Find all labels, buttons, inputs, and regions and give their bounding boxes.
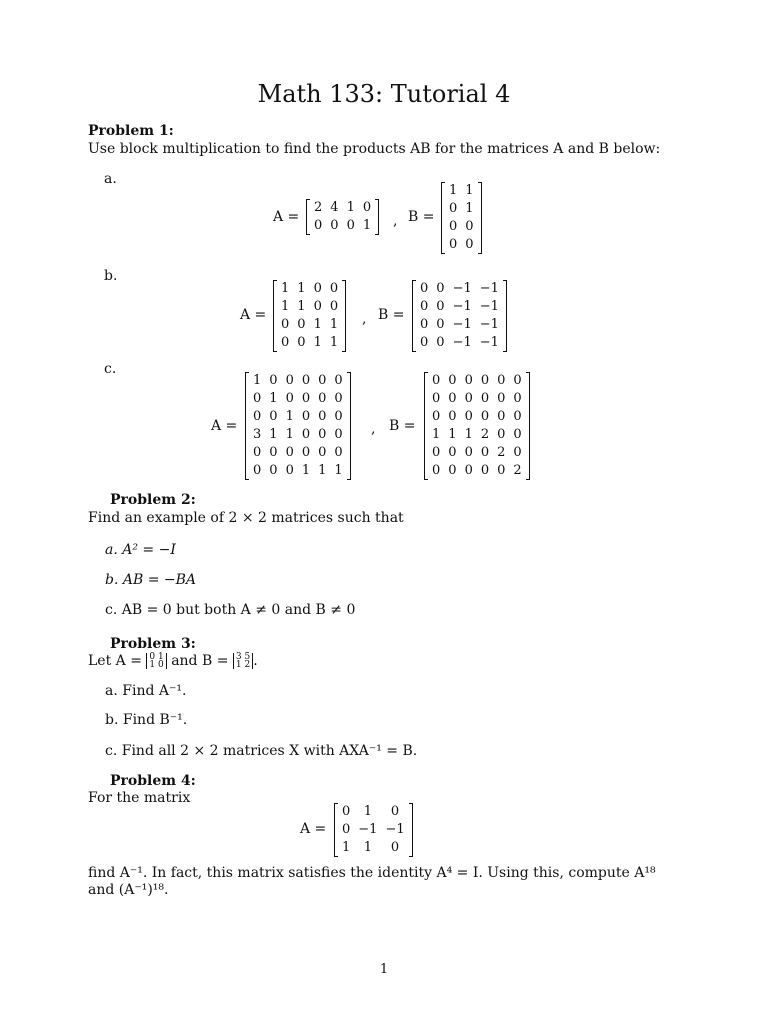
matrix-entry: 0 bbox=[480, 409, 490, 424]
problem-3a: a. Find A⁻¹. bbox=[105, 683, 187, 699]
problem-3-intro bbox=[88, 653, 258, 669]
matrix-entry: 0 bbox=[269, 373, 278, 388]
matrix-entry: −1 bbox=[452, 281, 472, 296]
p1b-A-eq: A = bbox=[240, 307, 267, 323]
matrix-entry: 4 bbox=[330, 200, 339, 215]
problem-1-heading: Problem 1: bbox=[88, 123, 174, 139]
p1c-B-eq: B = bbox=[389, 418, 416, 434]
matrix-entry: 0 bbox=[513, 445, 522, 460]
matrix-entry: 0 bbox=[464, 445, 473, 460]
problem-1a-label: a. bbox=[104, 171, 117, 187]
problem-2-intro: Find an example of 2 × 2 matrices such that bbox=[88, 510, 404, 526]
matrix-entry: 0 bbox=[301, 391, 311, 406]
matrix-entry: 0 bbox=[342, 822, 351, 837]
page-number: 1 bbox=[379, 962, 389, 977]
matrix-entry: 0 bbox=[432, 463, 441, 478]
p1a-B-eq: B = bbox=[408, 209, 435, 225]
problem-4-line1: find A⁻¹. In fact, this matrix satisfies the identity A⁴ = I. Using this, compute A¹⁸ bbox=[88, 865, 656, 881]
matrix-entry: 0 bbox=[497, 391, 506, 406]
matrix-entry: −1 bbox=[452, 335, 472, 350]
matrix-grid bbox=[428, 372, 526, 480]
problem-2c: c. AB = 0 but both A ≠ 0 and B ≠ 0 bbox=[105, 602, 356, 618]
matrix-entry: −1 bbox=[479, 299, 499, 314]
matrix-entry: 1 bbox=[318, 463, 327, 478]
matrix-p3-B-small bbox=[233, 653, 253, 669]
matrix-entry: 1 bbox=[464, 427, 473, 442]
matrix-entry: 1 bbox=[432, 427, 441, 442]
p1c-A-eq: A = bbox=[211, 418, 238, 434]
matrix-entry: 0 bbox=[432, 391, 441, 406]
matrix-entry: 1 bbox=[269, 427, 278, 442]
matrix-entry: 0 bbox=[449, 237, 458, 252]
matrix-entry: 0 bbox=[329, 299, 339, 314]
p1b-B-eq: B = bbox=[378, 307, 405, 323]
matrix-grid bbox=[277, 280, 342, 352]
problem-2-heading: Problem 2: bbox=[110, 492, 196, 508]
matrix-entry: 1 bbox=[334, 463, 343, 478]
matrix-p1c-A bbox=[245, 372, 351, 480]
matrix-grid bbox=[416, 280, 503, 352]
small-matrix-row: 3 5 bbox=[235, 652, 251, 662]
matrix-entry: 0 bbox=[513, 409, 522, 424]
problem-3-heading: Problem 3: bbox=[110, 636, 196, 652]
matrix-entry: 0 bbox=[253, 409, 262, 424]
matrix-entry: 0 bbox=[420, 335, 429, 350]
matrix-entry: 0 bbox=[432, 445, 441, 460]
matrix-entry: 0 bbox=[436, 299, 445, 314]
matrix-p4-A bbox=[334, 803, 413, 857]
small-matrix-row: 0 1 bbox=[149, 652, 164, 662]
matrix-entry: 0 bbox=[449, 201, 458, 216]
matrix-entry: 0 bbox=[342, 804, 351, 819]
and-b-text: and B = bbox=[171, 653, 229, 669]
matrix-entry: 0 bbox=[465, 237, 474, 252]
matrix-entry: 0 bbox=[436, 281, 445, 296]
matrix-entry: 0 bbox=[301, 445, 311, 460]
matrix-entry: 0 bbox=[334, 427, 343, 442]
problem-1b-label: b. bbox=[104, 268, 118, 284]
matrix-entry: 1 bbox=[297, 281, 306, 296]
matrix-entry: 1 bbox=[269, 391, 278, 406]
matrix-entry: 2 bbox=[513, 463, 522, 478]
matrix-entry: −1 bbox=[385, 822, 405, 837]
matrix-entry: 0 bbox=[318, 445, 327, 460]
matrix-entry: 1 bbox=[448, 427, 457, 442]
matrix-entry: 0 bbox=[334, 391, 343, 406]
matrix-entry: 0 bbox=[448, 463, 457, 478]
comma: , bbox=[393, 213, 398, 229]
matrix-entry: 1 bbox=[285, 409, 294, 424]
matrix-entry: 0 bbox=[449, 219, 458, 234]
problem-1c-label: c. bbox=[104, 361, 117, 377]
matrix-entry: −1 bbox=[479, 317, 499, 332]
matrix-entry: 0 bbox=[334, 445, 343, 460]
matrix-entry: 1 bbox=[285, 427, 294, 442]
matrix-entry: 0 bbox=[497, 463, 506, 478]
matrix-entry: 0 bbox=[513, 391, 522, 406]
matrix-entry: 2 bbox=[314, 200, 323, 215]
matrix-entry: 0 bbox=[390, 840, 400, 855]
matrix-entry: −1 bbox=[479, 335, 499, 350]
matrix-entry: 0 bbox=[464, 391, 473, 406]
matrix-entry: 0 bbox=[301, 373, 311, 388]
matrix-entry: 0 bbox=[497, 409, 506, 424]
matrix-entry: 0 bbox=[436, 317, 445, 332]
matrix-entry: −1 bbox=[452, 317, 472, 332]
matrix-grid bbox=[445, 182, 478, 254]
let-a-text: Let A = bbox=[88, 653, 142, 669]
matrix-entry: 0 bbox=[513, 373, 522, 388]
matrix-p1b-B bbox=[412, 280, 507, 352]
matrix-entry: 0 bbox=[281, 317, 290, 332]
matrix-p3-A-small bbox=[146, 653, 166, 669]
matrix-entry: 0 bbox=[253, 391, 262, 406]
period: . bbox=[253, 653, 258, 669]
matrix-entry: 0 bbox=[432, 373, 441, 388]
matrix-entry: 0 bbox=[318, 427, 327, 442]
matrix-entry: −1 bbox=[358, 822, 378, 837]
matrix-entry: 0 bbox=[497, 373, 506, 388]
matrix-entry: 0 bbox=[269, 445, 278, 460]
matrix-entry: 0 bbox=[301, 409, 311, 424]
matrix-entry: 0 bbox=[497, 427, 506, 442]
matrix-entry: 1 bbox=[465, 183, 474, 198]
matrix-entry: −1 bbox=[479, 281, 499, 296]
matrix-entry: 0 bbox=[297, 335, 306, 350]
matrix-entry: 0 bbox=[285, 445, 294, 460]
matrix-entry: 0 bbox=[480, 391, 490, 406]
problem-4-heading: Problem 4: bbox=[110, 773, 196, 789]
matrix-entry: 0 bbox=[448, 373, 457, 388]
matrix-entry: 1 bbox=[281, 281, 290, 296]
matrix-p1c-B bbox=[424, 372, 530, 480]
matrix-entry: 0 bbox=[465, 219, 474, 234]
matrix-entry: 0 bbox=[329, 281, 339, 296]
matrix-entry: 0 bbox=[318, 409, 327, 424]
matrix-entry: 0 bbox=[390, 804, 400, 819]
matrix-entry: 0 bbox=[464, 373, 473, 388]
matrix-entry: 0 bbox=[314, 218, 323, 233]
matrix-entry: 1 bbox=[301, 463, 311, 478]
p4-A-eq: A = bbox=[300, 821, 327, 837]
matrix-entry: 0 bbox=[420, 299, 429, 314]
matrix-grid bbox=[249, 372, 347, 480]
matrix-entry: 0 bbox=[334, 409, 343, 424]
matrix-p1a-A bbox=[306, 199, 379, 235]
problem-2b: b. AB = −BA bbox=[105, 572, 197, 588]
matrix-entry: 0 bbox=[513, 427, 522, 442]
matrix-entry: 0 bbox=[281, 335, 290, 350]
matrix-entry: 1 bbox=[297, 299, 306, 314]
page-title: Math 133: Tutorial 4 bbox=[257, 80, 511, 108]
matrix-entry: 0 bbox=[313, 299, 322, 314]
matrix-entry: 0 bbox=[301, 427, 311, 442]
matrix-entry: 0 bbox=[432, 409, 441, 424]
matrix-entry: 0 bbox=[464, 463, 473, 478]
matrix-entry: 0 bbox=[334, 373, 343, 388]
matrix-entry: 0 bbox=[448, 391, 457, 406]
matrix-entry: 0 bbox=[436, 335, 445, 350]
matrix-entry: 0 bbox=[285, 391, 294, 406]
matrix-entry: 1 bbox=[346, 200, 355, 215]
matrix-entry: 1 bbox=[313, 317, 322, 332]
matrix-entry: 1 bbox=[329, 317, 339, 332]
matrix-entry: 1 bbox=[363, 804, 372, 819]
matrix-p1a-B bbox=[441, 182, 482, 254]
problem-1-intro: Use block multiplication to find the products AB for the matrices A and B below: bbox=[88, 141, 661, 157]
matrix-entry: 0 bbox=[318, 391, 327, 406]
problem-4-line2: and (A⁻¹)¹⁸. bbox=[88, 882, 169, 898]
matrix-entry: 0 bbox=[297, 317, 306, 332]
matrix-entry: 1 bbox=[253, 373, 262, 388]
matrix-entry: 3 bbox=[253, 427, 262, 442]
comma: , bbox=[371, 421, 376, 437]
matrix-entry: 0 bbox=[346, 218, 355, 233]
matrix-grid bbox=[310, 199, 375, 235]
matrix-entry: 0 bbox=[362, 200, 372, 215]
matrix-entry: 0 bbox=[253, 445, 262, 460]
matrix-entry: 0 bbox=[285, 463, 294, 478]
matrix-entry: 0 bbox=[448, 409, 457, 424]
matrix-entry: 0 bbox=[420, 317, 429, 332]
matrix-entry: 0 bbox=[285, 373, 294, 388]
matrix-entry: 0 bbox=[464, 409, 473, 424]
matrix-entry: 1 bbox=[281, 299, 290, 314]
matrix-entry: 1 bbox=[329, 335, 339, 350]
matrix-entry: 1 bbox=[363, 840, 372, 855]
matrix-entry: 1 bbox=[449, 183, 458, 198]
problem-2a: a. A² = −I bbox=[105, 542, 176, 558]
matrix-entry: 1 bbox=[465, 201, 474, 216]
matrix-entry: 0 bbox=[269, 463, 278, 478]
matrix-p1b-A bbox=[273, 280, 346, 352]
matrix-entry: 0 bbox=[269, 409, 278, 424]
matrix-entry: 1 bbox=[362, 218, 372, 233]
matrix-entry: 0 bbox=[480, 445, 490, 460]
small-matrix-row: 1 0 bbox=[149, 660, 164, 670]
matrix-entry: 1 bbox=[313, 335, 322, 350]
problem-3c: c. Find all 2 × 2 matrices X with AXA⁻¹ = B. bbox=[105, 743, 418, 759]
p1a-A-eq: A = bbox=[273, 209, 300, 225]
problem-4-intro: For the matrix bbox=[88, 790, 191, 806]
matrix-entry: 0 bbox=[420, 281, 429, 296]
matrix-grid bbox=[338, 803, 409, 857]
matrix-entry: 0 bbox=[480, 463, 490, 478]
matrix-entry: 1 bbox=[342, 840, 351, 855]
comma: , bbox=[362, 311, 367, 327]
problem-3b: b. Find B⁻¹. bbox=[105, 712, 188, 728]
matrix-entry: 2 bbox=[497, 445, 506, 460]
matrix-entry: 0 bbox=[313, 281, 322, 296]
matrix-entry: 0 bbox=[480, 373, 490, 388]
matrix-entry: 0 bbox=[253, 463, 262, 478]
matrix-entry: −1 bbox=[452, 299, 472, 314]
matrix-entry: 0 bbox=[318, 373, 327, 388]
matrix-entry: 0 bbox=[330, 218, 339, 233]
matrix-entry: 0 bbox=[448, 445, 457, 460]
matrix-entry: 2 bbox=[480, 427, 490, 442]
small-matrix-row: 1 2 bbox=[235, 660, 251, 670]
